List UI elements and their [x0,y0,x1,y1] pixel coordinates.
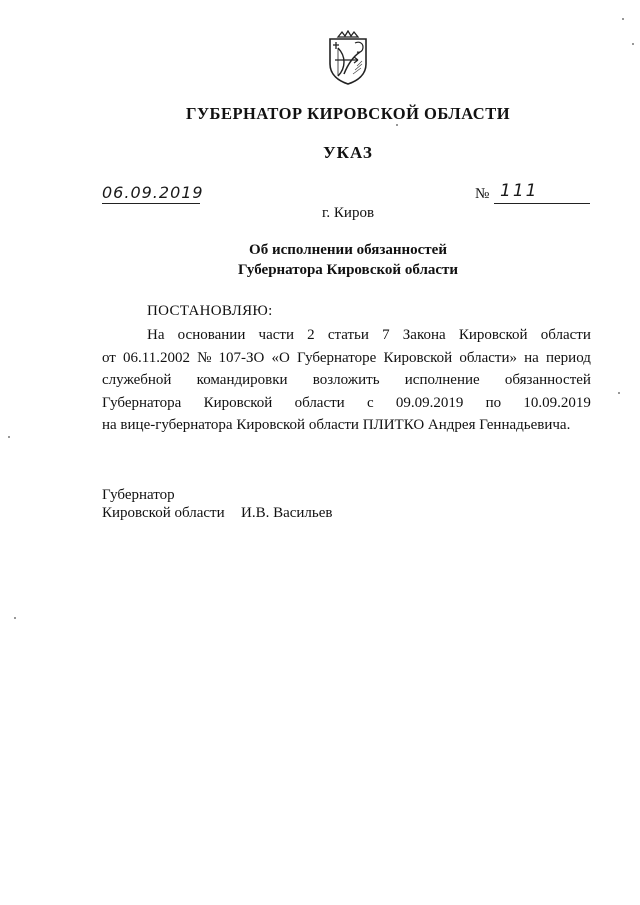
number-underline [494,203,590,204]
body-word: области» [459,349,518,366]
body-word: 06.11.2002 [123,349,190,366]
body-word: исполнение [404,372,480,389]
body-word: области [540,327,591,343]
body-word: 10.09.2019 [523,394,591,411]
body-line [102,347,591,370]
body-word: возложить [312,372,380,389]
body-word: Кировской [458,327,528,343]
body-word: Кировской [203,394,273,411]
body-word: статьи [327,327,369,343]
body-line [102,369,591,392]
body-word: с [366,394,374,411]
document-title [0,240,640,280]
city: г. Киров [321,205,375,221]
scan-speck [8,436,10,438]
body-word: 107-ЗО [218,349,265,366]
body-word: 7 [382,327,390,343]
body-word: 2 [307,327,315,343]
signatory-title: Губернатор [102,487,175,503]
decree-word: ПОСТАНОВЛЯЮ: [147,303,273,319]
document-date: 06.09.2019 [102,183,204,202]
body-word: № [197,349,212,366]
number-label: № [475,186,490,202]
signatory-name: И.В. Васильев [241,505,333,521]
scan-speck [632,43,634,45]
scan-speck [622,18,624,20]
body-paragraph [102,324,591,437]
scan-speck [14,617,16,619]
scan-speck [618,392,620,394]
body-word: командировки [196,372,288,389]
document-type: УКАЗ [323,143,373,162]
date-underline [102,203,200,204]
body-word: служебной [102,372,172,389]
body-word: Губернаторе [297,349,377,366]
signatory-region: Кировской области [102,505,225,521]
body-word: на вице-губернатора Кировской области ПЛИТКО Андрея Геннадьевича. [102,417,571,434]
body-word: На [147,327,165,343]
body-line [102,414,591,437]
body-word: Кировской [383,349,453,366]
body-word: Закона [402,327,446,343]
issuing-authority: ГУБЕРНАТОР КИРОВСКОЙ ОБЛАСТИ [185,104,511,123]
body-word: на [524,349,539,366]
body-line [102,324,591,347]
title-line-2: Губернатора Кировской области [237,262,459,278]
body-word: «О [271,349,290,366]
body-word: 09.09.2019 [395,394,464,411]
body-word: по [485,394,502,411]
title-line-1: Об исполнении обязанностей [249,242,447,258]
body-line [102,392,591,415]
document-number: 111 [500,181,539,201]
body-word: период [545,349,591,366]
body-word: области [294,394,345,411]
body-word: Губернатора [102,394,182,411]
scan-speck [396,124,398,126]
body-word: обязанностей [504,372,591,389]
body-word: основании [177,327,246,343]
body-word: части [258,327,294,343]
body-word: от [102,349,116,366]
kirov-coat-of-arms-icon [324,30,372,86]
